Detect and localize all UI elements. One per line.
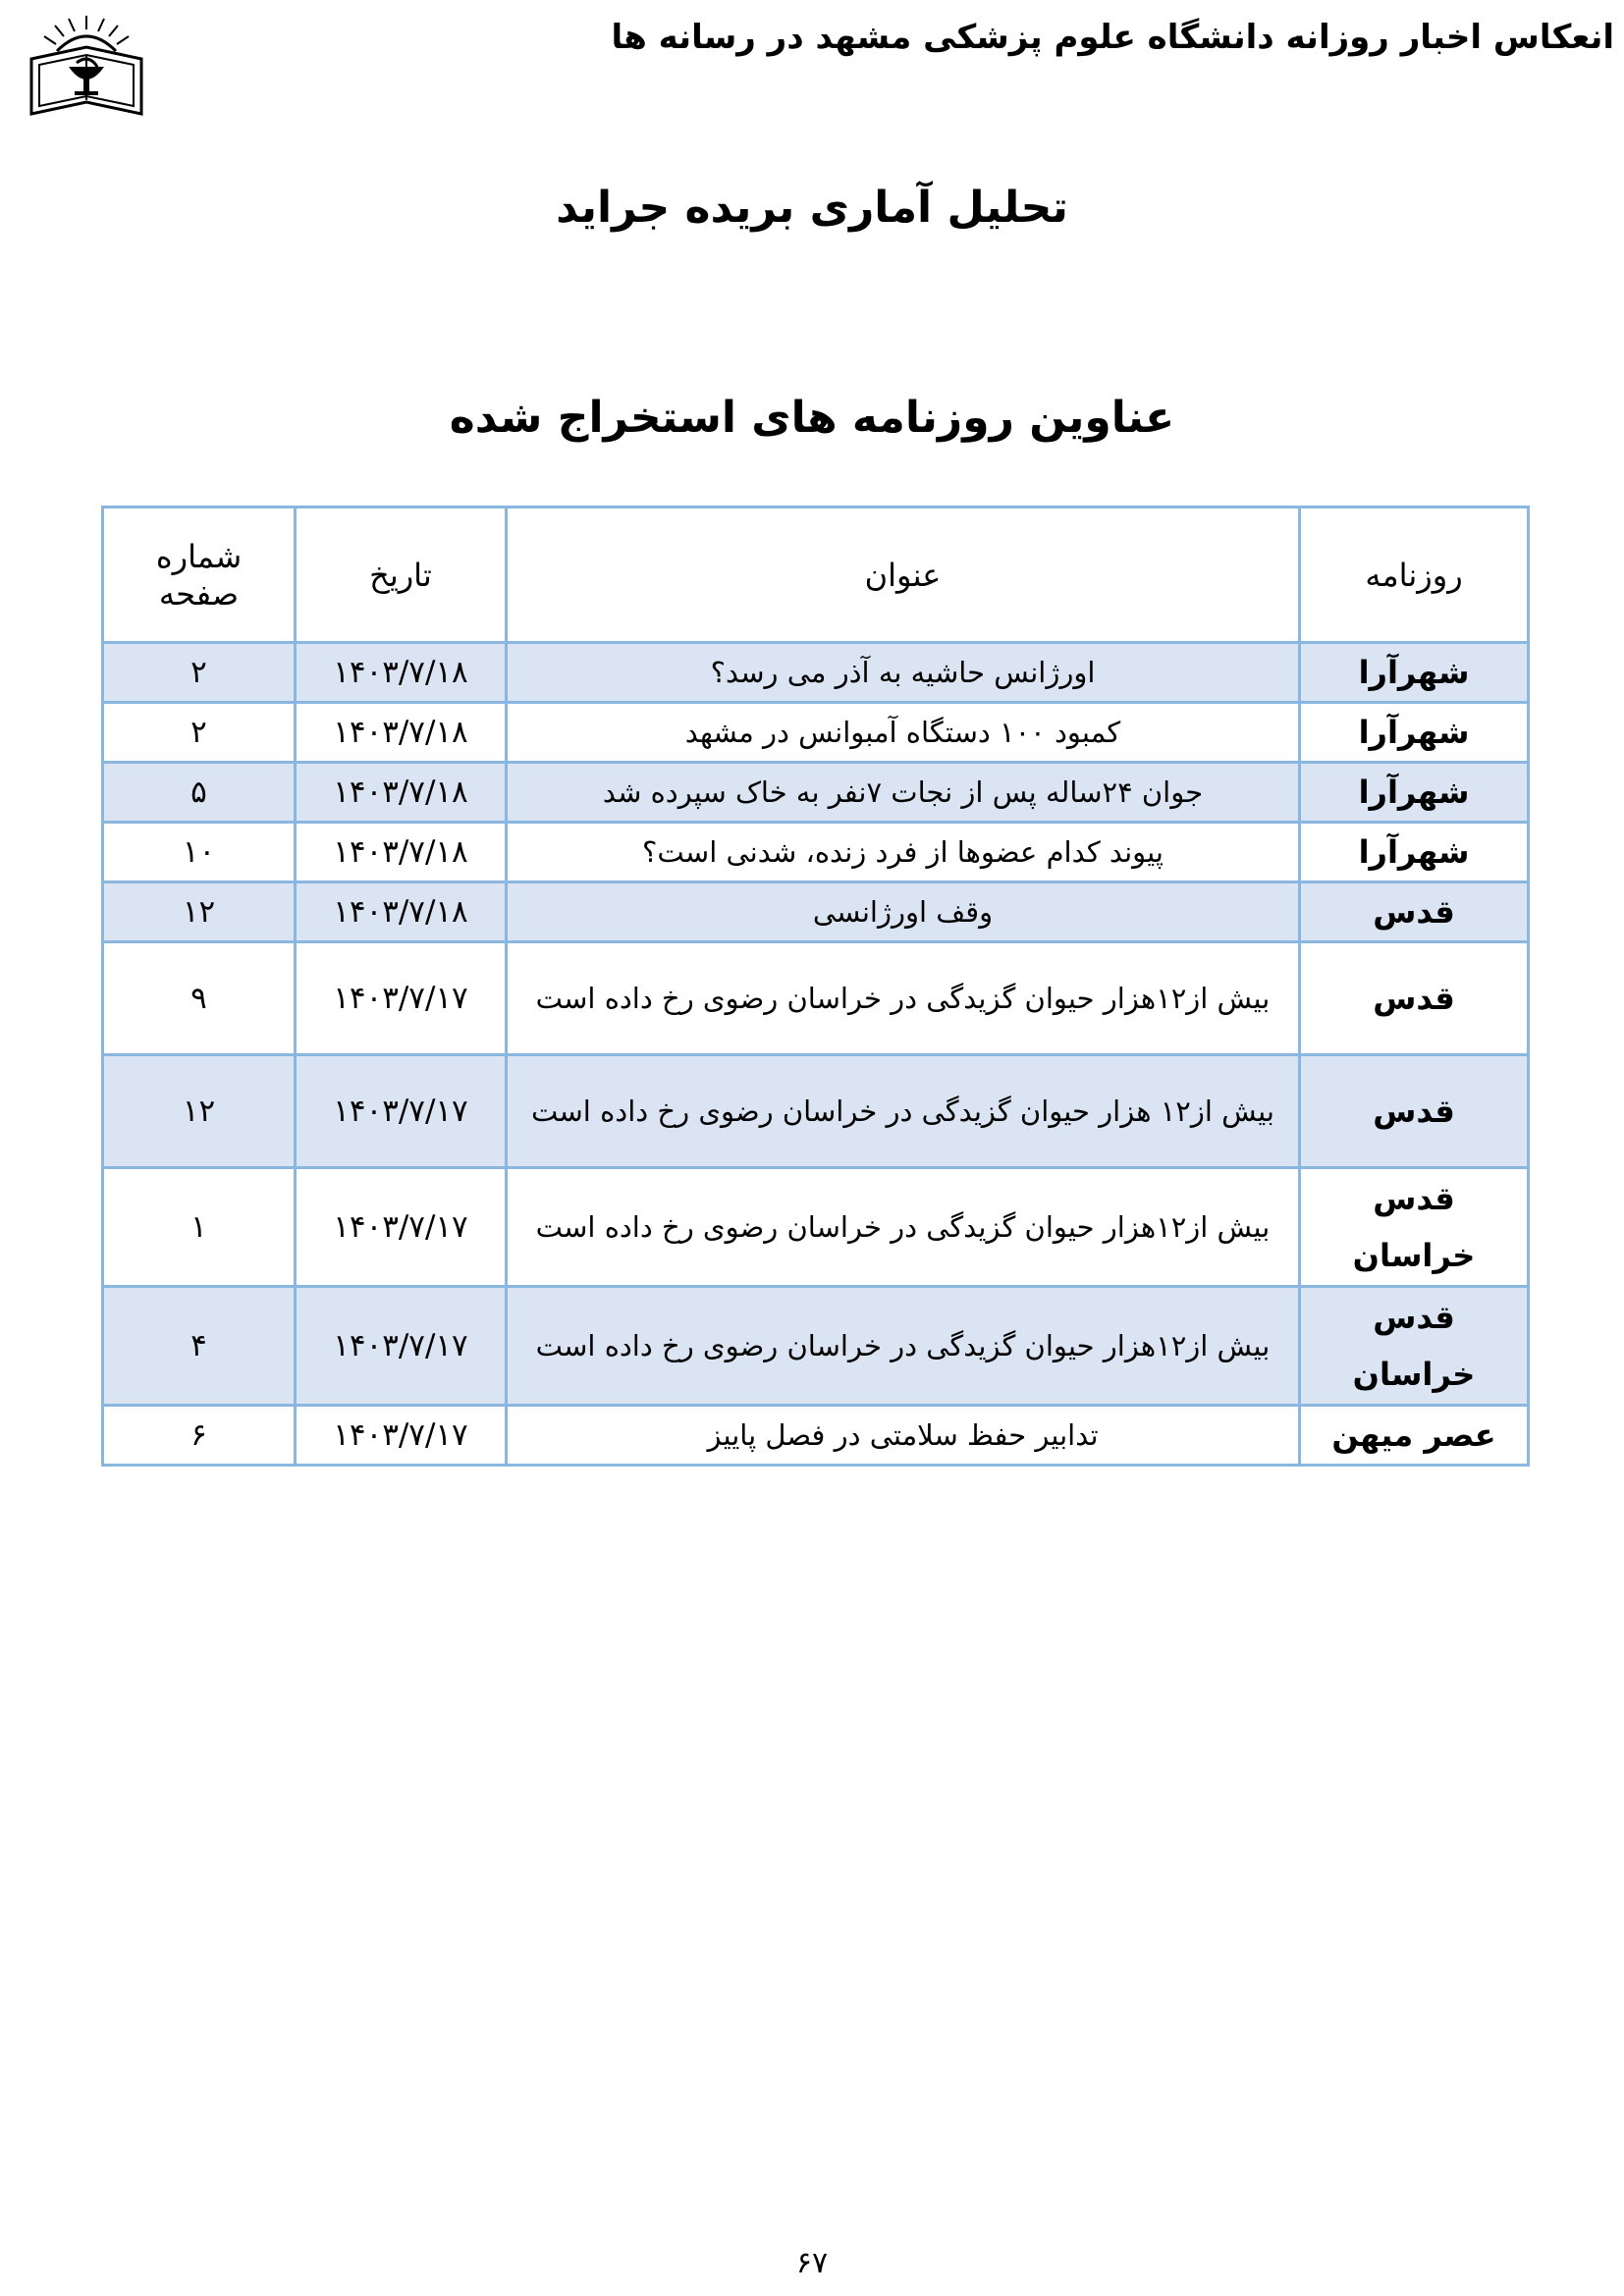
row-page: ۴ [103, 1287, 296, 1406]
document-header-title: انعکاس اخبار روزانه دانشگاه علوم پزشکی مشهد در رسانه ها [611, 18, 1614, 57]
row-newspaper: شهرآرا [1300, 703, 1529, 763]
row-date: ۱۴۰۳/۷/۱۸ [296, 882, 507, 942]
row-page: ۲ [103, 643, 296, 703]
header-page-number [103, 507, 296, 643]
header-page-line1: شماره [155, 537, 243, 575]
row-date: ۱۴۰۳/۷/۱۸ [296, 823, 507, 882]
header-page-line2: صفحه [158, 574, 240, 613]
table-row [103, 763, 1529, 823]
row-date: ۱۴۰۳/۷/۱۸ [296, 643, 507, 703]
row-page: ۱ [103, 1168, 296, 1287]
row-newspaper: قدس [1300, 1055, 1529, 1168]
table-row [103, 1055, 1529, 1168]
row-title: تدابیر حفظ سلامتی در فصل پاییز [507, 1406, 1300, 1466]
row-date: ۱۴۰۳/۷/۱۷ [296, 1287, 507, 1406]
university-logo-icon [18, 10, 155, 137]
table-row [103, 1287, 1529, 1406]
header-newspaper: روزنامه [1300, 507, 1529, 643]
row-date: ۱۴۰۳/۷/۱۸ [296, 763, 507, 823]
row-title: بیش از۱۲ هزار حیوان گزیدگی در خراسان رضوی رخ داده است [507, 1055, 1300, 1168]
table-row [103, 703, 1529, 763]
row-date: ۱۴۰۳/۷/۱۸ [296, 703, 507, 763]
university-logo [18, 10, 155, 137]
row-title: پیوند کدام عضوها از فرد زنده، شدنی است؟ [507, 823, 1300, 882]
row-page: ۹ [103, 942, 296, 1055]
main-title: تحلیل آماری بریده جراید [556, 183, 1068, 233]
row-date: ۱۴۰۳/۷/۱۷ [296, 1406, 507, 1466]
table-row [103, 643, 1529, 703]
row-title: وقف اورژانسی [507, 882, 1300, 942]
row-title: بیش از۱۲هزار حیوان گزیدگی در خراسان رضوی رخ داده است [507, 1168, 1300, 1287]
row-newspaper: شهرآرا [1300, 763, 1529, 823]
row-newspaper: قدس خراسان [1300, 1168, 1529, 1287]
row-title: کمبود ۱۰۰ دستگاه آمبوانس در مشهد [507, 703, 1300, 763]
row-page: ۵ [103, 763, 296, 823]
row-date: ۱۴۰۳/۷/۱۷ [296, 1055, 507, 1168]
row-newspaper: شهرآرا [1300, 823, 1529, 882]
row-newspaper: شهرآرا [1300, 643, 1529, 703]
row-title: بیش از۱۲هزار حیوان گزیدگی در خراسان رضوی رخ داده است [507, 1287, 1300, 1406]
row-newspaper: قدس خراسان [1300, 1287, 1529, 1406]
table-row [103, 823, 1529, 882]
header-date: تاریخ [296, 507, 507, 643]
table-row [103, 942, 1529, 1055]
row-date: ۱۴۰۳/۷/۱۷ [296, 942, 507, 1055]
row-title: اورژانس حاشیه به آذر می رسد؟ [507, 643, 1300, 703]
row-page: ۲ [103, 703, 296, 763]
table-row [103, 1406, 1529, 1466]
table-row [103, 1168, 1529, 1287]
row-newspaper: عصر میهن [1300, 1406, 1529, 1466]
header-title: عنوان [507, 507, 1300, 643]
row-newspaper: قدس [1300, 882, 1529, 942]
table-row [103, 882, 1529, 942]
row-page: ۱۲ [103, 1055, 296, 1168]
section-title: عناوین روزنامه های استخراج شده [449, 393, 1175, 443]
row-page: ۶ [103, 1406, 296, 1466]
page-number: ۶۷ [795, 2246, 829, 2280]
row-page: ۱۲ [103, 882, 296, 942]
row-title: جوان ۲۴ساله پس از نجات ۷نفر به خاک سپرده شد [507, 763, 1300, 823]
newspaper-titles-table [101, 506, 1530, 1467]
row-page: ۱۰ [103, 823, 296, 882]
row-date: ۱۴۰۳/۷/۱۷ [296, 1168, 507, 1287]
row-newspaper: قدس [1300, 942, 1529, 1055]
row-title: بیش از۱۲هزار حیوان گزیدگی در خراسان رضوی رخ داده است [507, 942, 1300, 1055]
table-header-row [103, 507, 1529, 643]
